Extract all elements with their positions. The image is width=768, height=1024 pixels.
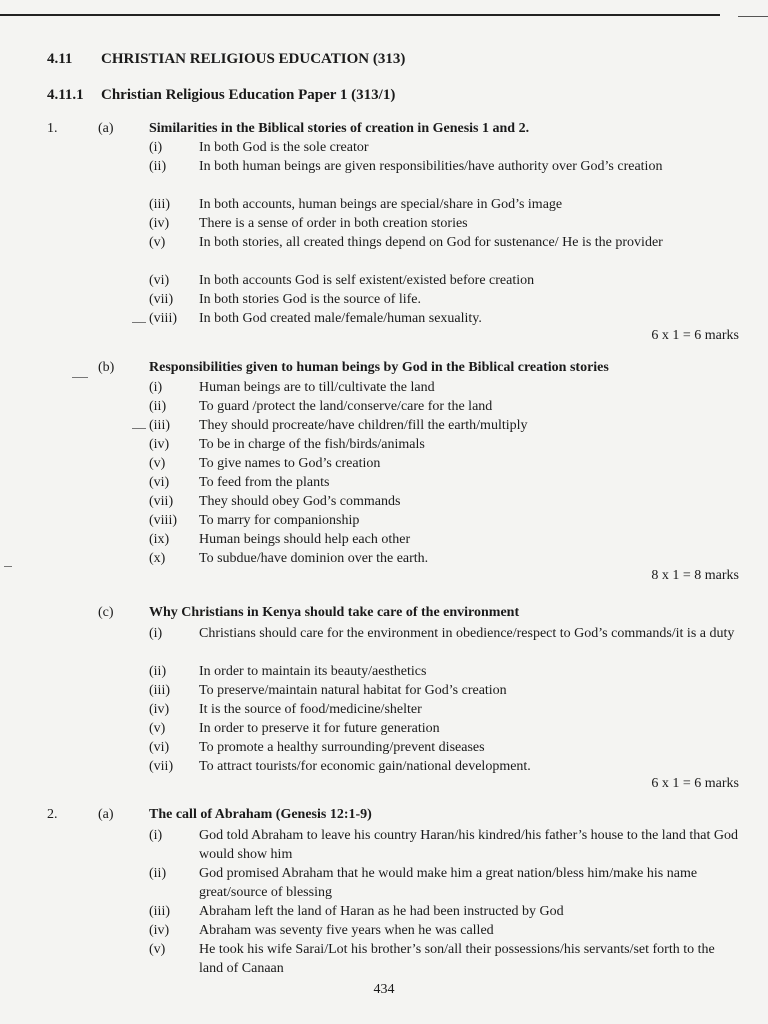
item-numeral: (x) <box>149 551 166 566</box>
answer-item <box>149 416 739 435</box>
answer-item <box>149 473 739 492</box>
answer-item <box>149 738 739 757</box>
marks-allocation: 6 x 1 = 6 marks <box>651 328 739 343</box>
answer-item <box>149 378 739 397</box>
item-numeral: (iv) <box>149 216 170 231</box>
item-text: To guard /protect the land/conserve/care for the land <box>199 399 493 414</box>
item-numeral: (v) <box>149 721 166 736</box>
item-text: In both stories God is the source of life. <box>199 292 422 307</box>
item-numeral: (vii) <box>149 494 174 509</box>
part-label: (b) <box>98 360 115 375</box>
item-numeral: (i) <box>149 380 163 395</box>
item-text: To feed from the plants <box>199 475 330 490</box>
item-numeral: (i) <box>149 828 163 843</box>
item-numeral: (i) <box>149 140 163 155</box>
item-text: Abraham was seventy five years when he was called <box>199 923 494 938</box>
item-text: To subdue/have dominion over the earth. <box>199 551 429 566</box>
answer-item <box>149 271 739 290</box>
answer-item <box>149 864 739 902</box>
item-text: In both God created male/female/human sexuality. <box>199 311 482 326</box>
question-number: 1. <box>47 121 58 136</box>
item-numeral: (iii) <box>149 418 170 433</box>
part-label: (c) <box>98 605 114 620</box>
page-number: 434 <box>373 982 395 997</box>
answer-item <box>149 921 739 940</box>
subsection-heading <box>47 87 395 104</box>
item-numeral: (v) <box>149 942 166 957</box>
answer-item <box>149 435 739 454</box>
item-text: He took his wife Sarai/Lot his brother’s son/all their possessions/his servants/set forth to the land of Canaan <box>199 942 715 976</box>
item-numeral: (vi) <box>149 740 170 755</box>
answer-item <box>149 826 739 864</box>
item-text: Abraham left the land of Haran as he had been instructed by God <box>199 904 564 919</box>
item-text: In both God is the sole creator <box>199 140 369 155</box>
scan-mark <box>132 322 146 323</box>
item-numeral: (ii) <box>149 664 167 679</box>
item-text: Christians should care for the environment in obedience/respect to God’s commands/it is a duty <box>199 626 735 641</box>
question-number: 2. <box>47 807 58 822</box>
answer-item <box>149 700 739 719</box>
top-rule-fragment <box>738 16 768 17</box>
item-text: To attract tourists/for economic gain/national development. <box>199 759 531 774</box>
item-numeral: (iv) <box>149 702 170 717</box>
item-numeral: (iii) <box>149 683 170 698</box>
answer-item <box>149 511 739 530</box>
answer-item <box>149 492 739 511</box>
item-text: They should procreate/have children/fill the earth/multiply <box>199 418 528 433</box>
subsection-title: Christian Religious Education Paper 1 (313/1) <box>101 87 396 103</box>
answer-item <box>149 290 739 309</box>
part-label: (a) <box>98 807 114 822</box>
item-text: To give names to God’s creation <box>199 456 381 471</box>
item-numeral: (vi) <box>149 475 170 490</box>
item-text: There is a sense of order in both creation stories <box>199 216 468 231</box>
item-text: It is the source of food/medicine/shelter <box>199 702 422 717</box>
section-number: 4.11 <box>47 51 73 67</box>
answer-item <box>149 530 739 549</box>
answer-item <box>149 757 739 776</box>
item-text: To marry for companionship <box>199 513 360 528</box>
answer-item <box>149 940 739 978</box>
item-numeral: (v) <box>149 235 166 250</box>
answer-item <box>149 662 739 681</box>
item-text: God promised Abraham that he would make him a great nation/bless him/make his name great/source of blessing <box>199 866 698 900</box>
item-numeral: (viii) <box>149 513 177 528</box>
marks-allocation: 8 x 1 = 8 marks <box>651 568 739 583</box>
answer-item <box>149 454 739 473</box>
part-title: Why Christians in Kenya should take care of the environment <box>149 605 520 620</box>
item-text: To be in charge of the fish/birds/animals <box>199 437 425 452</box>
item-text: In both accounts God is self existent/existed before creation <box>199 273 535 288</box>
item-text: They should obey God’s commands <box>199 494 401 509</box>
answer-item <box>149 624 739 643</box>
item-numeral: (ix) <box>149 532 170 547</box>
answer-item <box>149 719 739 738</box>
scan-mark <box>4 566 12 567</box>
scan-mark <box>132 428 146 429</box>
item-text: Human beings should help each other <box>199 532 411 547</box>
answer-item <box>149 138 739 157</box>
item-text: In both human beings are given responsibilities/have authority over God’s creation <box>199 159 663 174</box>
item-numeral: (i) <box>149 626 163 641</box>
item-numeral: (vii) <box>149 759 174 774</box>
item-text: Human beings are to till/cultivate the land <box>199 380 435 395</box>
item-text: To preserve/maintain natural habitat for God’s creation <box>199 683 507 698</box>
answer-item <box>149 309 739 328</box>
item-text: To promote a healthy surrounding/prevent diseases <box>199 740 485 755</box>
answer-item <box>149 549 739 568</box>
part-label: (a) <box>98 121 114 136</box>
answer-item <box>149 195 739 214</box>
item-numeral: (iv) <box>149 437 170 452</box>
item-numeral: (iv) <box>149 923 170 938</box>
part-title: The call of Abraham (Genesis 12:1-9) <box>149 807 372 822</box>
item-text: In both stories, all created things depend on God for sustenance/ He is the provider <box>199 235 663 250</box>
item-numeral: (ii) <box>149 159 167 174</box>
item-text: In order to preserve it for future generation <box>199 721 440 736</box>
answer-item <box>149 233 739 252</box>
section-title: CHRISTIAN RELIGIOUS EDUCATION (313) <box>101 51 406 67</box>
item-numeral: (vi) <box>149 273 170 288</box>
answer-item <box>149 157 739 176</box>
answer-item <box>149 397 739 416</box>
scan-mark <box>72 377 88 378</box>
item-numeral: (iii) <box>149 197 170 212</box>
item-numeral: (viii) <box>149 311 177 326</box>
top-rule <box>0 14 720 16</box>
item-numeral: (vii) <box>149 292 174 307</box>
item-text: In both accounts, human beings are special/share in God’s image <box>199 197 563 212</box>
answer-item <box>149 902 739 921</box>
marks-allocation: 6 x 1 = 6 marks <box>651 776 739 791</box>
item-text: In order to maintain its beauty/aesthetics <box>199 664 427 679</box>
item-numeral: (ii) <box>149 866 167 881</box>
part-title: Similarities in the Biblical stories of creation in Genesis 1 and 2. <box>149 121 530 136</box>
part-title: Responsibilities given to human beings by God in the Biblical creation stories <box>149 360 609 375</box>
answer-item <box>149 214 739 233</box>
item-text: God told Abraham to leave his country Haran/his kindred/his father’s house to the land that God would show him <box>199 828 739 862</box>
section-heading <box>47 51 405 68</box>
item-numeral: (ii) <box>149 399 167 414</box>
answer-item <box>149 681 739 700</box>
item-numeral: (iii) <box>149 904 170 919</box>
subsection-number: 4.11.1 <box>47 87 84 103</box>
item-numeral: (v) <box>149 456 166 471</box>
